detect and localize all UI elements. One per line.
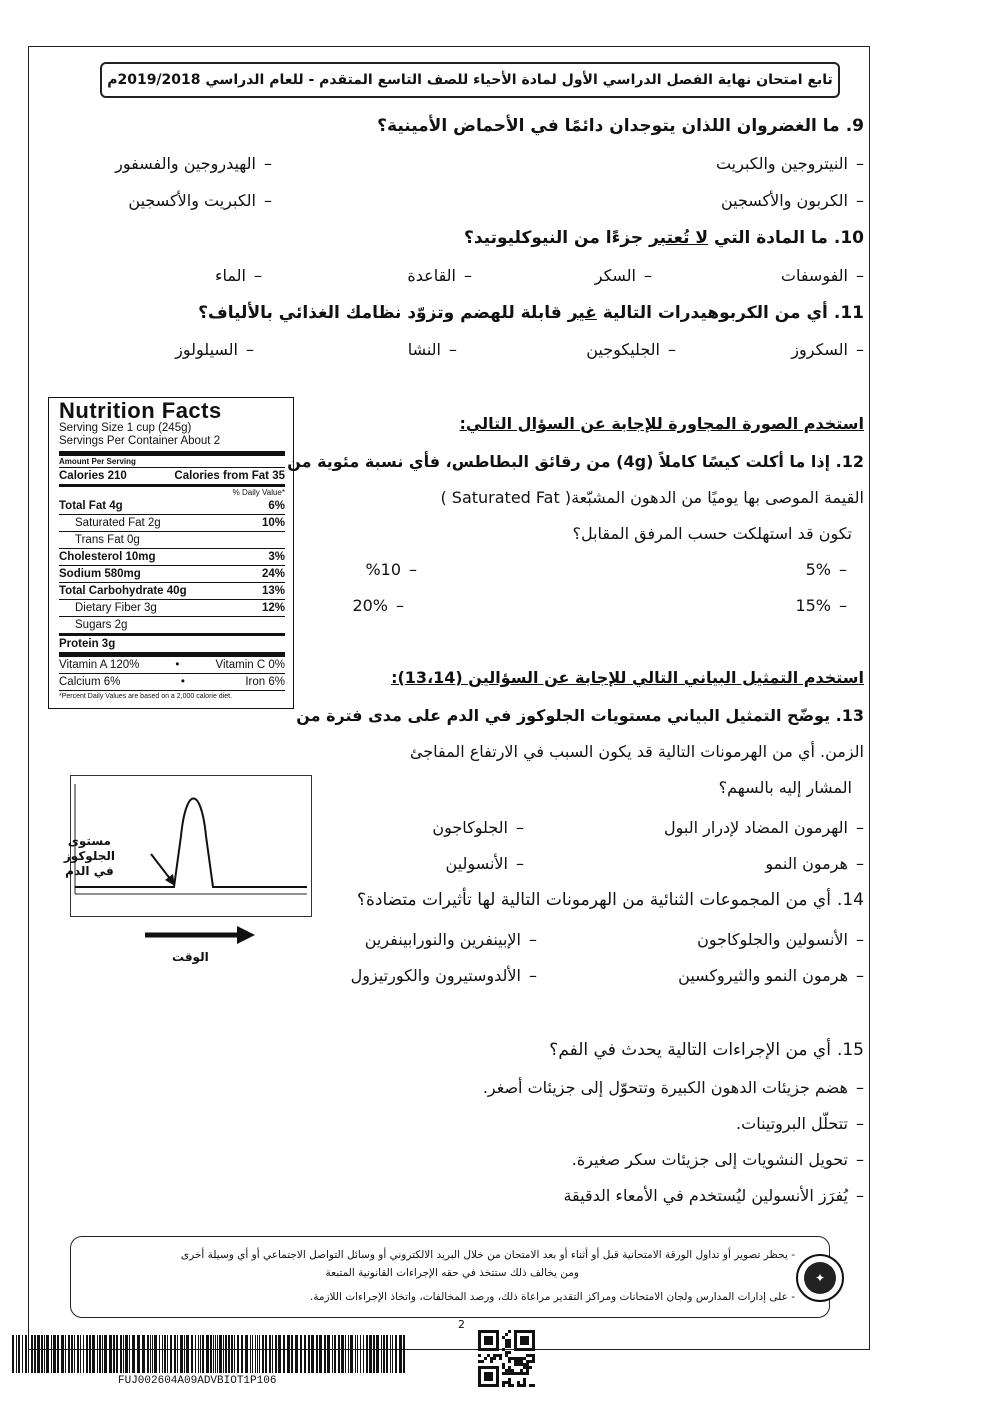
section-heading: استخدم التمثيل البياني التالي للإجابة عن السؤالين (13،14): [391, 668, 864, 687]
option[interactable]: –الهرمون المضاد لإدرار البول [664, 818, 864, 837]
graph-xlabel: الوقت [172, 950, 209, 964]
nutrient-row: Sugars 2g [59, 616, 285, 633]
servings-per-container: Servings Per Container About 2 [59, 435, 221, 447]
nutrient-row: Sodium 580mg 24% [59, 565, 285, 582]
option[interactable]: –القاعدة [407, 266, 472, 285]
option[interactable]: –الإبينفرين والنورابينفرين [364, 930, 537, 949]
option[interactable]: –الفوسفات [780, 266, 864, 285]
question-text: ما الغضروان اللذان يتوجدان دائمًا في الأحماض الأمينية؟ [377, 116, 840, 136]
question-13: 13. يوضّح التمثيل البياني مستويات الجلوكوز في الدم على مدى فترة من [296, 706, 864, 725]
option[interactable]: –السكروز [791, 340, 864, 359]
question-13-line3: المشار إليه بالسهم؟ [718, 778, 852, 797]
option[interactable]: –الكبريت والأكسجين [128, 191, 272, 210]
option[interactable]: –يُفرَز الأنسولين ليُستخدم في الأمعاء الدقيقة [563, 1186, 864, 1205]
option[interactable]: –الجليكوجين [586, 340, 676, 359]
ministry-seal-icon: ✦ [796, 1254, 844, 1302]
option[interactable]: –15% [795, 596, 847, 615]
graph-ylabel: مستوى الجلوكوز في الدم [63, 834, 115, 878]
question-13-line2: الزمن. أي من الهرمونات التالية قد يكون السبب في الارتفاع المفاجئ [409, 742, 864, 761]
option[interactable]: –الأنسولين [445, 854, 524, 873]
question-12-line2: القيمة الموصى بها يوميًا من الدهون المشبّعة( Saturated Fat ) [440, 488, 864, 507]
question-14: 14.أي من المجموعات الثنائية من الهرمونات التالية لها تأثيرات متضادة؟ [356, 890, 864, 910]
nutrient-row: Total Fat 4g 6% [59, 500, 285, 512]
option[interactable]: –5% [805, 560, 847, 579]
option[interactable]: –النشا [407, 340, 457, 359]
nutrient-row: Total Carbohydrate 40g 13% [59, 582, 285, 599]
option[interactable]: –السكر [594, 266, 652, 285]
footer-line: ومن يخالف ذلك ستتخذ في حقه الإجراءات القانونية المتبعة [325, 1267, 579, 1279]
vitamins-row: Vitamin A 120% • Vitamin C 0% [59, 659, 285, 671]
option[interactable]: –السيلولوز [175, 340, 254, 359]
minerals-row: Calcium 6% • Iron 6% [59, 673, 285, 690]
question-9 [377, 116, 864, 136]
nutrient-row: Dietary Fiber 3g 12% [59, 599, 285, 616]
option[interactable]: –20% [352, 596, 404, 615]
nutrient-row: Trans Fat 0g [59, 531, 285, 548]
option[interactable]: –الأنسولين والجلوكاجون [697, 930, 864, 949]
question-15: 15.أي من الإجراءات التالية يحدث في الفم؟ [549, 1040, 864, 1060]
nutrient-row: Cholesterol 10mg 3% [59, 548, 285, 565]
option[interactable]: –%10 [365, 560, 417, 579]
exam-header: تابع امتحان نهاية الفصل الدراسي الأول لمادة الأحياء للصف التاسع المتقدم - للعام الدراسي 2019/2018م [100, 62, 840, 98]
negation-word: لا تُعتبر [649, 228, 709, 248]
option[interactable]: –الماء [215, 266, 262, 285]
page-number: 2 [458, 1318, 465, 1331]
barcode-text: FUJ002604A09ADVBIOT1P106 [118, 1375, 277, 1387]
nutrient-rows [59, 498, 285, 633]
nutrition-title: Nutrition Facts [59, 398, 222, 423]
question-10: 10.ما المادة التي لا تُعتبر جزءًا من النيوكليوتيد؟ [463, 228, 864, 248]
question-12: 12. إذا ما أكلت كيسًا كاملاً (4g) من رقائق البطاطس، فأي نسبة مئوية من [287, 452, 864, 471]
daily-value-header: % Daily Value* [232, 488, 285, 497]
amount-per-serving: Amount Per Serving [59, 457, 136, 466]
option[interactable]: –تحويل النشويات إلى جزيئات سكر صغيرة. [571, 1150, 864, 1169]
option[interactable]: –هضم جزيئات الدهون الكبيرة وتتحوّل إلى جزيئات أصغر. [482, 1078, 864, 1097]
time-arrow-icon [145, 925, 255, 949]
option[interactable]: –الهيدروجين والفسفور [115, 154, 272, 173]
negation-word: غير [567, 303, 597, 323]
option[interactable]: –الجلوكاجون [432, 818, 524, 837]
section-heading: استخدم الصورة المجاورة للإجابة عن السؤال التالي: [459, 414, 864, 433]
option[interactable]: –الألدوستيرون والكورتيزول [350, 966, 537, 985]
question-11: 11.أي من الكربوهيدرات التالية غير قابلة للهضم وتزوّد نظامك الغذائي بالألياف؟ [198, 303, 864, 323]
warning-footer [70, 1236, 830, 1318]
serving-size: Serving Size 1 cup (245g) [59, 422, 192, 434]
option[interactable]: –النيتروجين والكبريت [715, 154, 864, 173]
barcode [12, 1335, 412, 1379]
option[interactable]: –هرمون النمو [765, 854, 864, 873]
glucose-graph [63, 775, 312, 917]
footer-line: - يحظر تصوير أو تداول الورقة الامتحانية قبل أو أثناء أو بعد الامتحان من خلال البريد الالكتروني أو وسائل التواصل الاجتماعي أو أي وسيلة أخرى [180, 1249, 795, 1261]
footer-line: - على إدارات المدارس ولجان الامتحانات ومراكز التقدير مراعاة ذلك، ورصد المخالفات، واتخاذ الإجراءات اللازمة. [309, 1291, 795, 1303]
qr-code [478, 1330, 536, 1392]
option[interactable]: –الكربون والأكسجين [720, 191, 864, 210]
nutrient-row: Saturated Fat 2g 10% [59, 514, 285, 531]
nutrition-facts-label [48, 397, 294, 709]
calories-row: Calories 210 Calories from Fat 35 [59, 467, 285, 484]
option[interactable]: –تتحلّل البروتينات. [736, 1114, 864, 1133]
nutrition-footnote: *Percent Daily Values are based on a 2,000 calorie diet. [59, 690, 285, 702]
option[interactable]: –هرمون النمو والثيروكسين [678, 966, 864, 985]
question-12-line3: تكون قد استهلكت حسب المرفق المقابل؟ [572, 524, 852, 543]
question-number: 9. [845, 116, 864, 136]
protein-row: Protein 3g [59, 633, 285, 652]
